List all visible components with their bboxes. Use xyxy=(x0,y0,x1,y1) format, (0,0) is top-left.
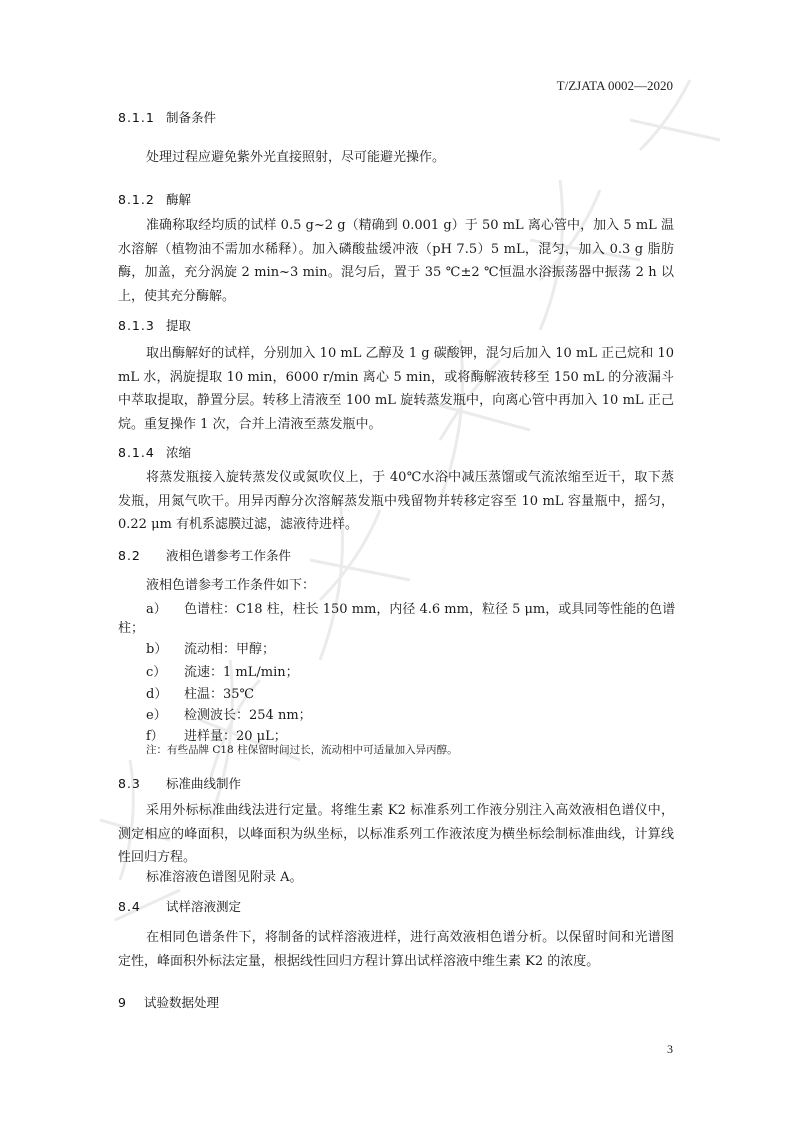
section-heading-8-2 xyxy=(118,546,291,564)
section-title: 试样溶液测定 xyxy=(166,899,242,914)
paragraph: 处理过程应避免紫外光直接照射，尽可能避光操作。 xyxy=(146,150,446,165)
list-item xyxy=(146,598,675,617)
paragraph: 将蒸发瓶接入旋转蒸发仪或氮吹仪上，于 40℃水浴中减压蒸馏或气流浓缩至近干，取下蒸发瓶，用氮气吹干。用异丙醇分次溶解蒸发瓶中残留物并转移定容至 10 mL 容量瓶中，摇匀，0.22 μm 有机系滤膜过滤，滤液待进样。 xyxy=(118,470,674,532)
section-title: 液相色谱参考工作条件 xyxy=(166,548,292,563)
paragraph: 采用外标标准曲线法进行定量。将维生素 K2 标准系列工作液分别注入高效液相色谱仪中，测定相应的峰面积，以峰面积为纵坐标，以标准系列工作液浓度为横坐标绘制标准曲线，计算线性回归方程。 xyxy=(118,803,674,865)
section-title: 标准曲线制作 xyxy=(166,776,242,791)
list-item xyxy=(146,683,254,702)
standard-code: T/ZJATA 0002—2020 xyxy=(556,78,673,93)
page-number: 3 xyxy=(667,1042,673,1056)
section-number: 8.1.2 xyxy=(118,192,155,207)
section-heading-8-1-4 xyxy=(118,443,191,461)
list-text: 流速：1 mL/min； xyxy=(184,665,299,680)
list-item-continuation: 柱； xyxy=(118,621,145,636)
list-marker: b） xyxy=(146,642,168,657)
list-item xyxy=(146,661,299,680)
section-heading-8-1-1 xyxy=(118,108,216,126)
section-title: 提取 xyxy=(166,318,192,333)
section-heading-8-4 xyxy=(118,897,241,915)
section-number: 8.1.4 xyxy=(118,445,155,460)
section-number: 9 xyxy=(118,995,127,1010)
list-marker: a） xyxy=(146,602,167,617)
section-title: 制备条件 xyxy=(166,110,217,125)
paragraph: 准确称取经均质的试样 0.5 g~2 g（精确到 0.001 g）于 50 mL 离心管中，加入 5 mL 温水溶解（植物油不需加水稀释）。加入磷酸盐缓冲液（pH 7.5）5 mL，混匀，加入 0.3 g 脂肪酶，加盖，充分涡旋 2 min~3 min。混匀后，置于 35 ℃±2 ℃恒温水浴振荡器中振荡 2 h 以上，使其充分酶解。 xyxy=(118,218,674,304)
list-text: 流动相：甲醇； xyxy=(184,642,276,657)
section-number: 8.3 xyxy=(118,776,141,791)
list-intro: 液相色谱参考工作条件如下： xyxy=(146,578,316,593)
note: 注：有些品牌 C18 柱保留时间过长，流动相中可适量加入异丙醇。 xyxy=(146,744,458,756)
list-text: 色谱柱：C18 柱，柱长 150 mm，内径 4.6 mm，粒径 5 μm，或具同等性能的色谱 xyxy=(184,602,676,617)
section-heading-8-1-3 xyxy=(118,316,191,334)
list-text: 检测波长：254 nm； xyxy=(184,708,312,723)
section-number: 8.1.3 xyxy=(118,318,155,333)
list-marker: c） xyxy=(146,665,167,680)
section-heading-8-3 xyxy=(118,774,241,792)
section-number: 8.1.1 xyxy=(118,110,155,125)
section-heading-9 xyxy=(118,993,219,1011)
list-item xyxy=(146,638,275,657)
section-title: 试验数据处理 xyxy=(144,995,220,1010)
list-text: 进样量：20 μL； xyxy=(184,729,287,744)
section-title: 浓缩 xyxy=(166,445,192,460)
section-number: 8.2 xyxy=(118,548,141,563)
list-text: 柱温：35℃ xyxy=(184,687,255,702)
section-heading-8-1-2 xyxy=(118,190,191,208)
list-marker: e） xyxy=(146,708,167,723)
paragraph: 在相同色谱条件下，将制备的试样溶液进样，进行高效液相色谱分析。以保留时间和光谱图定性，峰面积外标法定量，根据线性回归方程计算出试样溶液中维生素 K2 的浓度。 xyxy=(118,930,674,969)
paragraph: 取出酶解好的试样，分别加入 10 mL 乙醇及 1 g 碳酸钾，混匀后加入 10 mL 正己烷和 10 mL 水，涡旋提取 10 min，6000 r/min 离心 5 min，或将酶解液转移至 150 mL 的分液漏斗中萃取提取，静置分层。转移上清液至 100 mL 旋转蒸发瓶中，向离心管中再加入 10 mL 正己烷。重复操作 1 次，合并上清液至蒸发瓶中。 xyxy=(118,346,674,432)
section-title: 酶解 xyxy=(166,192,192,207)
list-marker: f） xyxy=(146,729,164,744)
section-number: 8.4 xyxy=(118,899,141,914)
list-marker: d） xyxy=(146,687,168,702)
paragraph: 标准溶液色谱图见附录 A。 xyxy=(146,870,303,885)
list-item xyxy=(146,704,312,723)
